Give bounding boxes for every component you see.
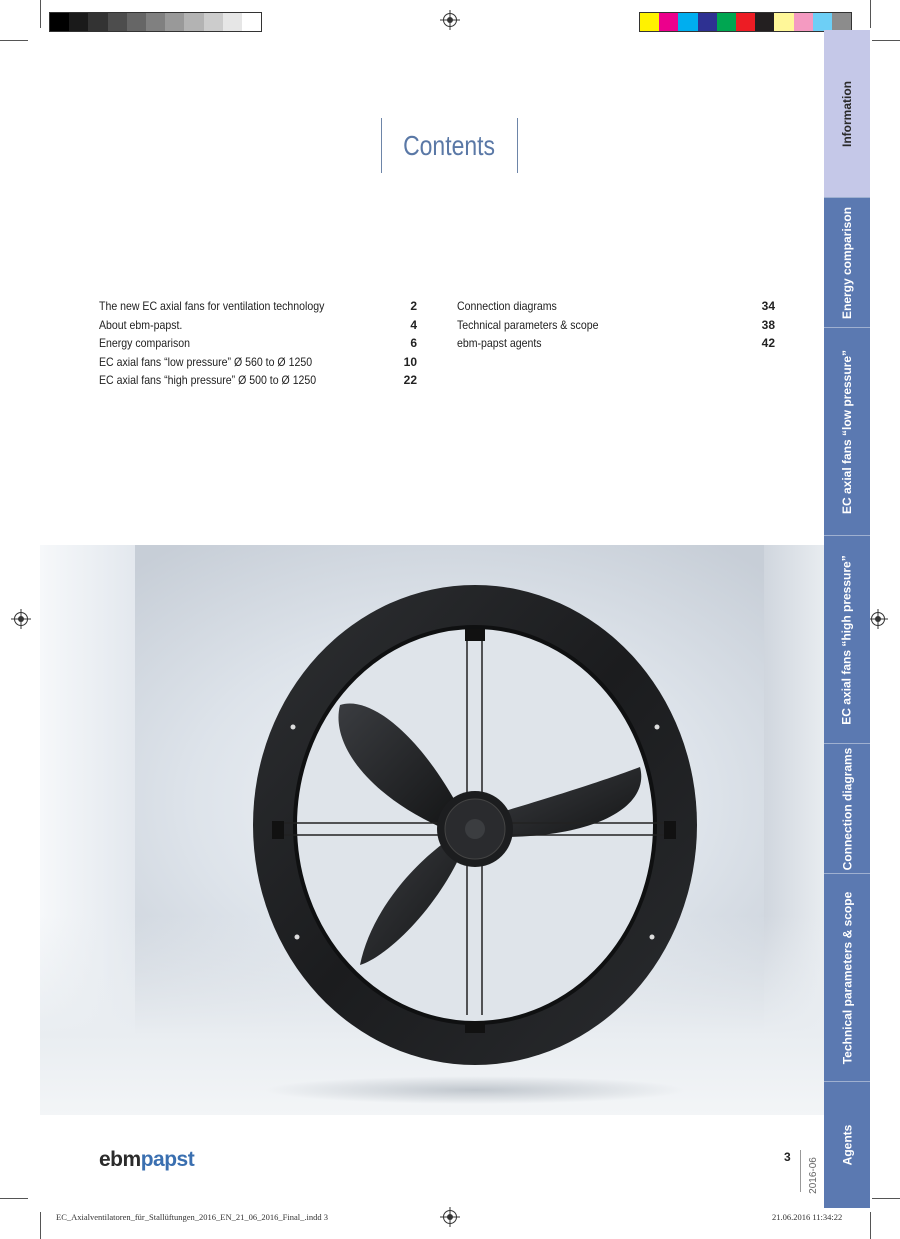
logo-part-papst: papst <box>140 1148 195 1171</box>
color-swatch <box>640 13 659 31</box>
registration-mark-icon <box>871 612 885 626</box>
title-frame <box>381 118 518 173</box>
toc-entry-page: 34 <box>761 299 775 313</box>
footer-timestamp: 21.06.2016 11:34:22 <box>772 1212 843 1222</box>
color-swatch <box>127 13 146 31</box>
divider <box>800 1150 801 1192</box>
crop-mark <box>0 1198 28 1199</box>
footer-filename: EC_Axialventilatoren_für_Stallüftungen_2016_EN_21_06_2016_Final_.indd 3 <box>56 1212 328 1222</box>
color-swatch <box>813 13 832 31</box>
edition-date: 2016-06 <box>807 1157 819 1194</box>
section-tab-label: Technical parameters & scope <box>840 891 854 1064</box>
toc-entry-label: Connection diagrams <box>457 299 557 313</box>
section-tab-label: Information <box>840 80 854 147</box>
toc-entry-label: EC axial fans “high pressure” Ø 500 to Ø 1250 <box>99 373 317 387</box>
toc-entry-label: About ebm-papst. <box>99 317 183 332</box>
section-tab-label: Connection diagrams <box>840 747 854 870</box>
section-tab[interactable] <box>824 873 870 1081</box>
toc-entry-page: 42 <box>761 336 775 350</box>
color-swatch <box>223 13 242 31</box>
section-tab[interactable] <box>824 197 870 327</box>
toc-entry-label: ebm-papst agents <box>457 336 542 350</box>
toc-entry-page: 4 <box>410 317 417 332</box>
registration-mark-icon <box>443 13 457 27</box>
section-tab[interactable] <box>824 327 870 535</box>
page-title: Contents <box>403 129 496 161</box>
color-swatch <box>146 13 165 31</box>
toc-entry[interactable] <box>457 334 775 353</box>
registration-mark-icon <box>443 1210 457 1224</box>
process-color-bar <box>639 12 852 32</box>
color-swatch <box>204 13 223 31</box>
color-swatch <box>755 13 774 31</box>
color-swatch <box>242 13 261 31</box>
ebmpapst-logo <box>99 1148 194 1172</box>
toc-entry[interactable] <box>457 297 775 316</box>
crop-mark <box>870 1212 871 1239</box>
fan-photo <box>40 545 824 1115</box>
toc-entry-label: The new EC axial fans for ventilation technology <box>99 299 325 313</box>
page-number: 3 <box>784 1150 791 1164</box>
toc-entry-page: 22 <box>403 373 417 387</box>
crop-mark <box>872 1198 900 1199</box>
section-tab[interactable] <box>824 30 870 197</box>
color-swatch <box>832 13 851 31</box>
section-tab-label: EC axial fans “high pressure” <box>840 554 855 725</box>
axial-fan-icon <box>40 545 824 1115</box>
color-swatch <box>184 13 203 31</box>
toc-entry[interactable] <box>99 316 417 335</box>
section-tab[interactable] <box>824 1081 870 1208</box>
section-tab[interactable] <box>824 743 870 873</box>
color-swatch <box>774 13 793 31</box>
color-swatch <box>88 13 107 31</box>
toc-right-column <box>457 297 775 353</box>
color-swatch <box>108 13 127 31</box>
toc-entry[interactable] <box>99 353 417 372</box>
crop-mark <box>870 0 871 28</box>
crop-mark <box>40 1212 41 1239</box>
section-tab-label: EC axial fans “low pressure” <box>840 349 854 514</box>
toc-entry[interactable] <box>99 334 417 353</box>
section-tab[interactable] <box>824 535 870 743</box>
toc-entry-label: Technical parameters & scope <box>457 317 599 332</box>
registration-mark-icon <box>14 612 28 626</box>
toc-entry[interactable] <box>99 297 417 316</box>
crop-mark <box>872 40 900 41</box>
crop-mark <box>0 40 28 41</box>
grey-color-bar <box>49 12 262 32</box>
logo-part-ebm: ebm <box>99 1148 141 1171</box>
color-swatch <box>678 13 697 31</box>
toc-entry-label: EC axial fans “low pressure” Ø 560 to Ø 1250 <box>99 354 313 369</box>
toc-entry-label: Energy comparison <box>99 336 190 350</box>
color-swatch <box>698 13 717 31</box>
toc-entry[interactable] <box>457 316 775 335</box>
section-tab-label: Energy comparison <box>840 206 854 319</box>
color-swatch <box>794 13 813 31</box>
crop-mark <box>40 0 41 28</box>
toc-left-column <box>99 297 417 390</box>
color-swatch <box>69 13 88 31</box>
color-swatch <box>717 13 736 31</box>
toc-entry-page: 10 <box>403 354 417 369</box>
toc-entry-page: 6 <box>410 336 417 350</box>
toc-entry[interactable] <box>99 371 417 390</box>
toc-entry-page: 38 <box>761 317 775 332</box>
color-swatch <box>165 13 184 31</box>
color-swatch <box>659 13 678 31</box>
toc-entry-page: 2 <box>410 299 417 313</box>
color-swatch <box>736 13 755 31</box>
section-tab-label: Agents <box>839 1124 854 1166</box>
color-swatch <box>50 13 69 31</box>
